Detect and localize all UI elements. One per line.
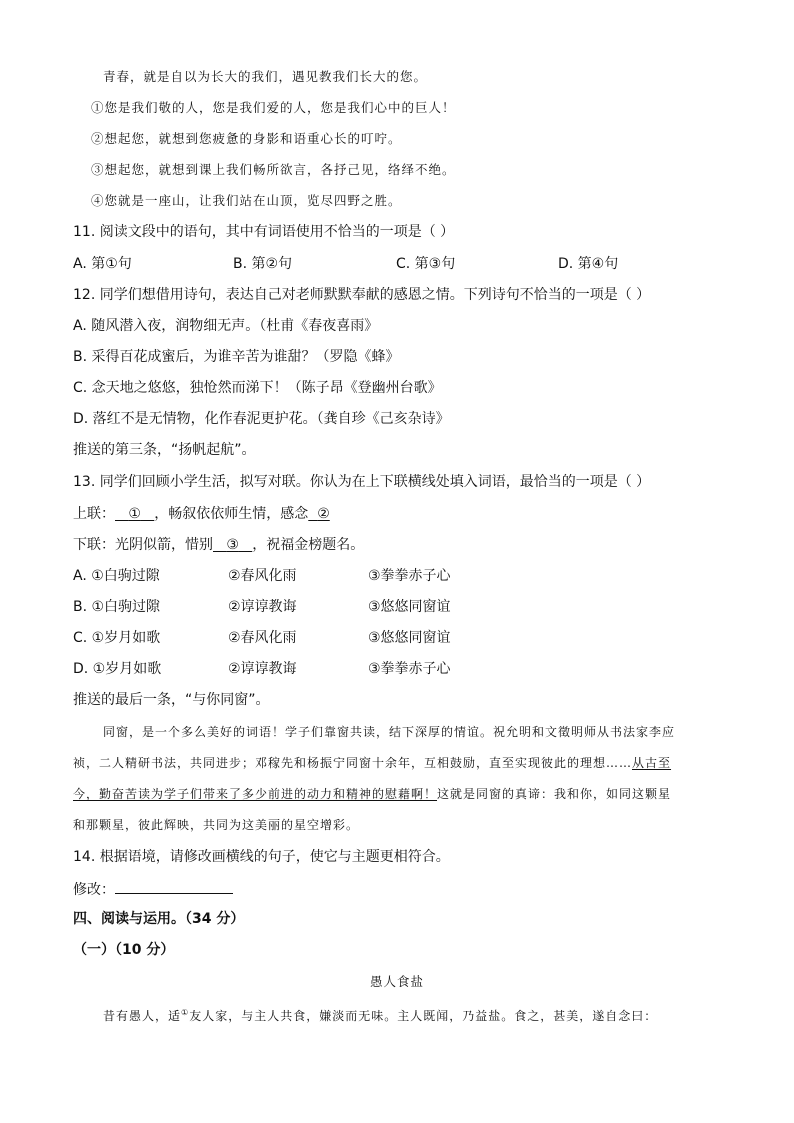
passage-line-4: 和那颗星，彼此辉映，共同为这美丽的星空增彩。 xyxy=(73,818,360,832)
option-b[interactable]: B. 第②句 xyxy=(233,256,293,272)
question-12-stem: 12. 同学们想借用诗句，表达自己对老师默默奉献的感恩之情。下列诗句不恰当的一项是（ ） xyxy=(73,287,651,303)
passage-line-1: 同窗，是一个多么美好的词语！学子们靠窗共读，结下深厚的情谊。祝允明和文徵明师从书法家李应 xyxy=(103,725,676,739)
question-12-option-a[interactable]: A. 随风潜入夜，润物细无声。（杜甫《春夜喜雨》 xyxy=(73,318,379,334)
answer-label: 修改： xyxy=(73,882,115,898)
question-13-option-c[interactable]: C. ①岁月如歌 ②春风化雨 ③悠悠同窗谊 xyxy=(73,630,451,646)
couplet-lower-suffix: ，祝福金榜题名。 xyxy=(252,537,365,553)
underlined-sentence-part-2: 今，勤奋苦读为学子们带来了多少前进的动力和精神的慰藉啊！ xyxy=(73,787,438,801)
poem-line-intro: 青春，就是自以为长大的我们，遇见教我们长大的您。 xyxy=(103,69,428,84)
couplet-upper-prefix: 上联： xyxy=(73,506,115,522)
couplet-blank-3: ③ xyxy=(226,537,239,553)
option-d[interactable]: D. 第④句 xyxy=(558,256,619,272)
question-12-option-d[interactable]: D. 落红不是无情物，化作春泥更护花。（龚自珍《己亥杂诗》 xyxy=(73,411,450,427)
push-third-note: 推送的第三条，“扬帆起航”。 xyxy=(73,442,256,458)
question-14-stem: 14. 根据语境，请修改画横线的句子，使它与主题更相符合。 xyxy=(73,849,450,865)
classical-line-1: 昔有愚人，适①友人家，与主人共食，嫌淡而无味。主人既闻，乃益盐。食之，甚美，遂自念曰： xyxy=(103,1008,658,1023)
question-11-stem: 11. 阅读文段中的语句，其中有词语使用不恰当的一项是（ ） xyxy=(73,224,455,240)
couplet-upper-mid: ，畅叙依依师生情，感念 xyxy=(154,506,309,522)
couplet-lower xyxy=(73,536,364,554)
classical-title: 愚人食盐 xyxy=(369,974,424,989)
couplet-blank-2: ② xyxy=(317,506,330,522)
option-c[interactable]: C. 第③句 xyxy=(396,256,456,272)
answer-blank[interactable] xyxy=(115,879,233,894)
question-12-option-b[interactable]: B. 采得百花成蜜后，为谁辛苦为谁甜？（罗隐《蜂》 xyxy=(73,349,400,365)
couplet-upper xyxy=(73,505,330,523)
section-4-sub-1: （一）（10 分） xyxy=(73,942,175,958)
option-a[interactable]: A. 第①句 xyxy=(73,256,132,272)
passage-line-2: 祯，二人精研书法，共同进步；邓稼先和杨振宁同窗十余年，互相鼓励，直至实现彼此的理想……从古至 xyxy=(73,756,672,770)
question-11-options xyxy=(73,255,713,273)
couplet-blank-1: ① xyxy=(128,506,141,522)
passage-line-3: 今，勤奋苦读为学子们带来了多少前进的动力和精神的慰藉啊！这就是同窗的真谛：我和你，如同这颗星 xyxy=(73,787,672,801)
question-13-option-d[interactable]: D. ①岁月如歌 ②谆谆教诲 ③拳拳赤子心 xyxy=(73,661,451,677)
push-last-note: 推送的最后一条，“与你同窗”。 xyxy=(73,692,270,708)
question-12-option-c[interactable]: C. 念天地之悠悠，独怆然而涕下！（陈子昂《登幽州台歌》 xyxy=(73,380,442,396)
poem-line-4: ④您就是一座山，让我们站在山顶，览尽四野之胜。 xyxy=(91,193,402,208)
underlined-sentence-part-1: 从古至 xyxy=(632,756,672,770)
poem-line-1: ①您是我们敬的人，您是我们爱的人，您是我们心中的巨人！ xyxy=(91,100,456,115)
poem-line-3: ③想起您，就想到课上我们畅所欲言，各抒己见，络绎不绝。 xyxy=(91,162,456,177)
question-14-answer-row xyxy=(73,879,233,899)
couplet-lower-prefix: 下联：光阴似箭，惜别 xyxy=(73,537,213,553)
footnote-marker[interactable]: ① xyxy=(181,1008,190,1017)
poem-line-2: ②想起您，就想到您疲惫的身影和语重心长的叮咛。 xyxy=(91,131,402,146)
question-13-option-a[interactable]: A. ①白驹过隙 ②春风化雨 ③拳拳赤子心 xyxy=(73,568,451,584)
question-13-option-b[interactable]: B. ①白驹过隙 ②谆谆教诲 ③悠悠同窗谊 xyxy=(73,599,451,615)
question-13-stem: 13. 同学们回顾小学生活，拟写对联。你认为在上下联横线处填入词语，最恰当的一项是（ ） xyxy=(73,474,651,490)
section-4-heading: 四、阅读与运用。（34 分） xyxy=(73,911,245,927)
